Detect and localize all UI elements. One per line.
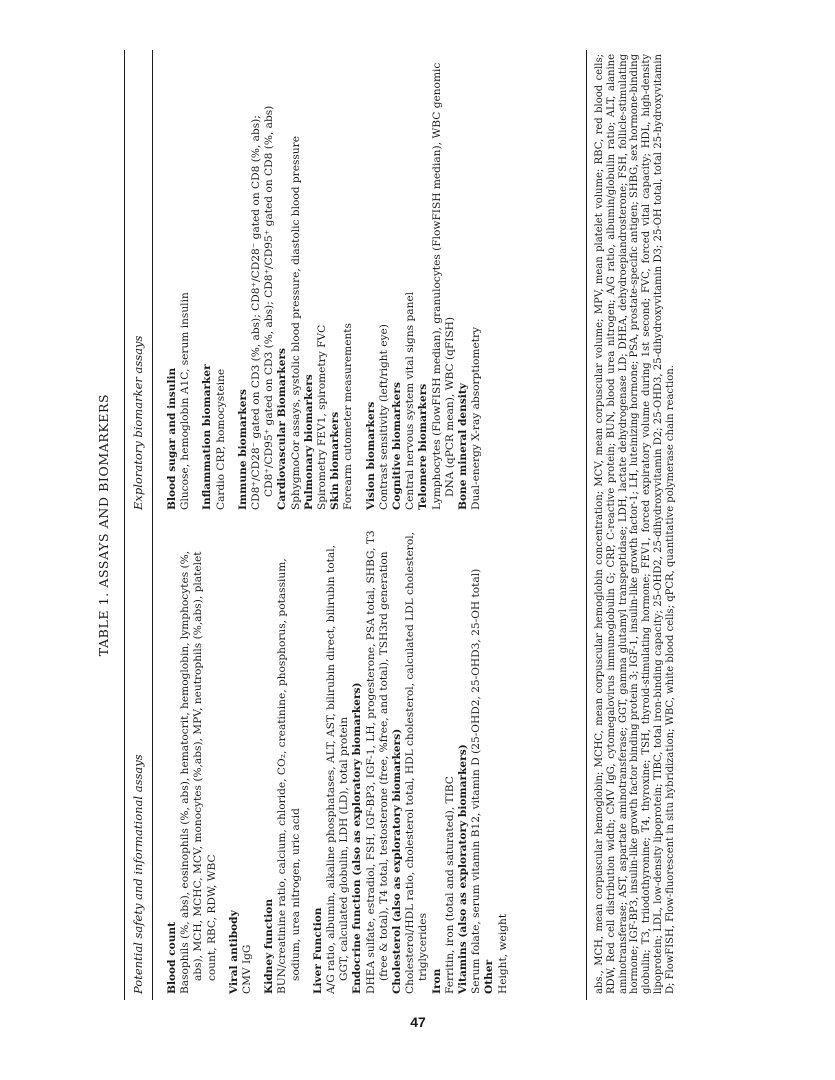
group-item: Dual-energy X-ray absorptiometry	[470, 326, 483, 510]
rotated-table	[96, 50, 712, 1000]
group-item: Forearm cutometer measurements	[342, 323, 355, 510]
assay-group	[166, 528, 219, 994]
assay-group	[201, 58, 227, 510]
group-item: Spirometry FEV1, spirometry FVC	[316, 324, 329, 510]
group-title: Skin biomarkers	[329, 411, 342, 510]
group-title: Bone mineral density	[457, 383, 470, 510]
assay-group	[263, 528, 303, 994]
group-item: CD8⁺/CD28⁻ gated on CD3 (%, abs); CD8⁺/CD28⁻ gated on CD8 (%, abs); CD8⁺/CD95⁺ gated on CD3 (%, abs); CD8⁺/CD95⁺ gated on CD8 (%, abs)	[250, 105, 276, 510]
group-item: Lymphocytes (FlowFISH median), granulocytes (FlowFISH median), WBC genomic DNA (qPCR mean), WBC (qFISH)	[430, 62, 456, 510]
group-title: Cholesterol (also as exploratory biomarkers)	[391, 728, 404, 994]
assay-group	[365, 58, 391, 510]
group-title: Kidney function	[263, 898, 276, 994]
column-header-left: Potential safety and informational assays	[131, 754, 145, 994]
group-item: Cholesterol/HDL ratio, cholesterol total, HDL cholesterol, calculated LDL cholesterol, triglycerides	[404, 532, 430, 994]
group-item: Cardio CRP, homocysteine	[214, 368, 227, 510]
group-title: Blood count	[166, 921, 178, 994]
assay-group	[276, 58, 302, 510]
group-title: Endocrine function (also as exploratory biomarkers)	[351, 682, 364, 994]
assay-group	[391, 58, 417, 510]
group-title: Cognitive biomarkers	[391, 382, 404, 510]
group-title: Immune biomarkers	[236, 389, 249, 510]
group-title: Vision biomarkers	[364, 401, 377, 510]
assay-group	[303, 58, 329, 510]
table-caption: TABLE 1. ASSAYS AND BIOMARKERS	[96, 393, 111, 657]
assay-group	[391, 528, 431, 994]
column-header-right: Exploratory biomarker assays	[131, 335, 145, 510]
group-item: Basophils (%, abs), eosinophils (%, abs), hematocrit, hemoglobin, lymphocytes (%, abs), MCH, MCHC, MCV, monocytes (%,abs), MPV, neutrophils (%,abs), platelet count, RBC, RDW, WBC	[179, 550, 218, 994]
assay-group	[312, 528, 352, 994]
assay-group	[329, 58, 355, 510]
assay-group	[228, 528, 254, 994]
group-title: Iron	[430, 968, 443, 994]
top-rule	[124, 50, 125, 1000]
group-title: Vitamins (also as exploratory biomarkers)	[457, 744, 470, 994]
left-column	[166, 528, 519, 994]
group-title: Other	[483, 959, 496, 994]
assay-group	[483, 528, 509, 994]
group-title: Telomere biomarkers	[417, 383, 430, 510]
group-title: Pulmonary biomarkers	[302, 374, 315, 510]
header-rule	[152, 50, 153, 1000]
bottom-rule	[586, 50, 587, 1000]
group-item: BUN/creatinine ratio, calcium, chloride, CO₂, creatinine, phosphorus, potassium, sodium, urea nitrogen, uric acid	[276, 558, 302, 994]
group-item: Serum folate, serum vitamin B12, vitamin D (25-OHD2, 25-OHD3, 25-OH total)	[470, 568, 483, 994]
assay-group	[431, 528, 457, 994]
group-item: A/G ratio, albumin, alkaline phosphatases, ALT, AST, bilirubin direct, bilirubin total, GGT, calculated globulin, LDH (LD), total protein	[325, 545, 351, 994]
group-item: Height, weight	[496, 913, 509, 994]
group-title: Liver Function	[311, 907, 324, 994]
group-title: Inflammation biomarker	[201, 364, 214, 510]
group-title: Cardiovascular Biomarkers	[276, 348, 289, 510]
group-title: Viral antibody	[227, 910, 240, 994]
page-number: 47	[410, 1014, 426, 1030]
assay-group	[351, 528, 391, 994]
group-item: Glucose, hemoglobin A1C, serum insulin	[179, 292, 192, 510]
group-item: CMV IgG	[241, 944, 254, 994]
group-item: Ferritin, iron (total and saturated), TIBC	[443, 776, 456, 994]
group-item: SphygmoCor assays, systolic blood pressure, diastolic blood pressure	[289, 135, 302, 510]
table-footnote: abs., MCH, mean corpuscular hemoglobin; MCHC, mean corpuscular hemoglobin concentration; MCV, mean corpuscular volume; MPV, mean platelet volume; RBC, red blood cells; RDW, Red cell distribution width; CMV IgG, cytomegalovirus immunoglobulin G; CRP, C-reactive protein; BUN, blood urea nitrogen; A/G ratio, albumin/globulin ratio; ALT, alanine aminotransferase; AST, aspartate aminotransferase; GGT, gamma glutamyl transpeptidase; LDH, lactate dehydrogenase LD; DHEA, dehydroepiandrosterone; FSH, follicle-stimulating hormone; IGF-BP3, insulin-like growth factor binding protein 3; IGF-1, insulin-like growth factor-1; LH, luteinizing hormone; PSA, prostate-specific antigen; SHBG, sex hormone-binding globulin; T3, triiodothyronine; T4, thyroxine; TSH, thyroid-stimulating hormone; FEV1, forced expiratory volume during 1st second; FVC, forced vital capacity; HDL, high-density lipoprotein; LDL, low-density lipoprotein; TIBC, total iron-binding capacity; 25-OHD2, 25-dihydroxyvitamin D2; 25-OHD3, 25-dihydroxyvitamin D3; 25-OH total, total 25-hydroxyvitamin D; FlowFISH, Flow-fluorescent in situ hybridization; WBC, white blood cells; qPCR, quantitative polymerase chain reaction.	[594, 54, 676, 994]
group-title: Blood sugar and insulin	[166, 367, 178, 510]
right-column	[166, 58, 483, 510]
assay-group	[457, 58, 483, 510]
assay-group	[166, 58, 192, 510]
assay-group	[417, 58, 457, 510]
assay-group	[237, 58, 277, 510]
assay-group	[457, 528, 483, 994]
group-item: Central nervous system vital signs panel	[404, 291, 417, 510]
group-item: DHEA sulfate, estradiol, FSH, IGF-BP3, IGF-1, LH, progesterone, PSA total, SHBG, T3 (free & total), T4 total, testosterone (free, %free, and total), TSH3rd generation	[364, 530, 390, 994]
group-item: Contrast sensitivity (left/right eye)	[377, 324, 390, 510]
